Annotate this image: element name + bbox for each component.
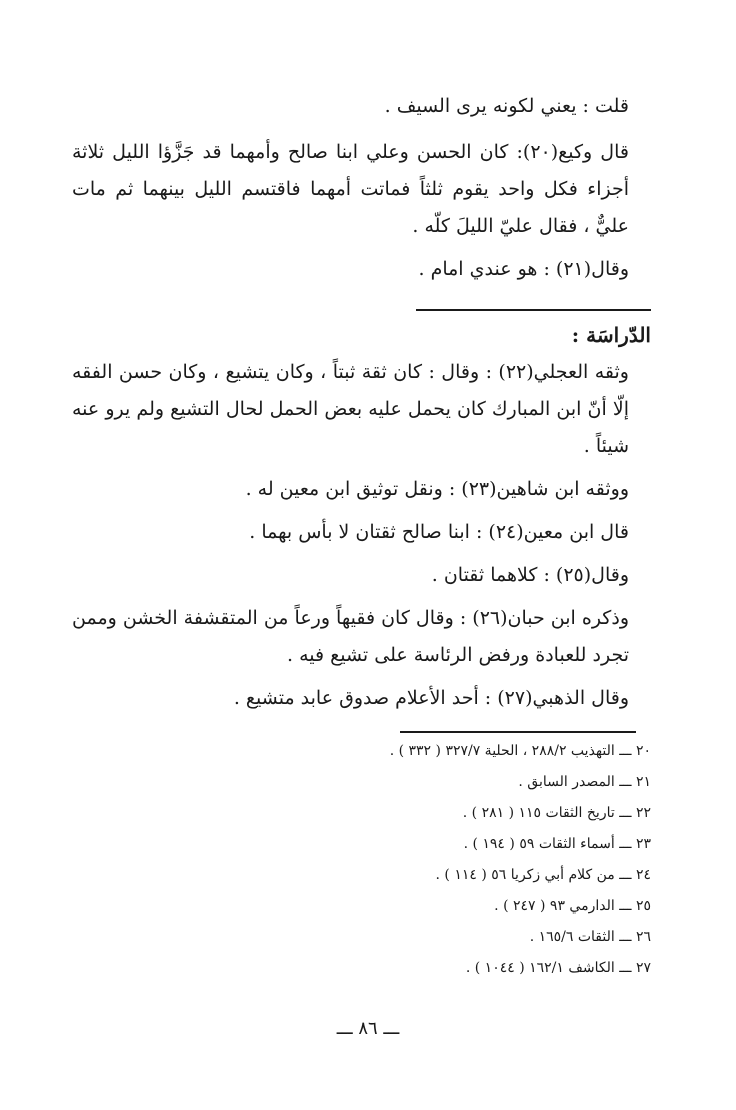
main-text bbox=[72, 88, 651, 717]
text-line-maeen: قال ابن معين(٢٤) : ابنا صالح ثقتان لا بأس بهما . bbox=[249, 521, 629, 543]
footnote-divider bbox=[400, 731, 636, 733]
paragraph-ijli: وثقه العجلي(٢٢) : وقال : كان ثقة ثبتاً ، وكان يتشيع ، وكان حسن الفقه إلّا أنّ ابن المبارك كان يحمل عليه بعض الحمل لحال التشيع ولم يرو عنه شيئاً . bbox=[72, 361, 629, 457]
text-line-footnote-25: وقال(٢٥) : كلاهما ثقتان . bbox=[431, 564, 629, 586]
footnote-22: ٢٢ ـــ تاريخ الثقات ١١٥ ( ٢٨١ ) . bbox=[462, 805, 651, 821]
text-line-footnote-21: وقال(٢١) : هو عندي امام . bbox=[418, 258, 629, 280]
paragraph-hibban: وذكره ابن حبان(٢٦) : وقال كان فقيهاً ورعاً من المتقشفة الخشن وممن تجرد للعبادة ورفض الرئاسة على تشيع فيه . bbox=[72, 607, 629, 666]
section-divider bbox=[416, 309, 651, 311]
footnotes bbox=[300, 736, 651, 984]
footnote-21: ٢١ ـــ المصدر السابق . bbox=[518, 774, 651, 790]
footnote-27: ٢٧ ـــ الكاشف ١٦٢/١ ( ١٠٤٤ ) . bbox=[465, 960, 651, 976]
footnote-23: ٢٣ ـــ أسماء الثقات ٥٩ ( ١٩٤ ) . bbox=[463, 836, 651, 852]
footnote-20: ٢٠ ـــ التهذيب ٢٨٨/٢ ، الحلية ٣٢٧/٧ ( ٣٣٢ ) . bbox=[389, 743, 651, 759]
text-line-dhahabi: وقال الذهبي(٢٧) : أحد الأعلام صدوق عابد متشيع . bbox=[233, 687, 629, 709]
footnote-25: ٢٥ ـــ الدارمي ٩٣ ( ٢٤٧ ) . bbox=[494, 898, 651, 914]
footnote-26: ٢٦ ـــ الثقات ١٦٥/٦ . bbox=[529, 929, 651, 945]
text-line-opinion: قلت : يعني لكونه يرى السيف . bbox=[384, 95, 629, 117]
footnote-24: ٢٤ ـــ من كلام أبي زكريا ٥٦ ( ١١٤ ) . bbox=[435, 867, 651, 883]
section-heading: الدّراسَة : bbox=[571, 323, 651, 347]
page-number: ـــ ٨٦ ـــ bbox=[336, 1018, 400, 1039]
text-line-shahin: ووثقه ابن شاهين(٢٣) : ونقل توثيق ابن معين له . bbox=[245, 478, 629, 500]
paragraph-waki: قال وكيع(٢٠): كان الحسن وعلي ابنا صالح وأمهما قد جَزَّؤا الليل ثلاثة أجزاء فكل واحد يقوم ثلثاً فماتت أمهما فاقتسم الليل بينهما ثم مات عليٌّ ، فقال عليّ الليلَ كلّه . bbox=[72, 141, 629, 237]
